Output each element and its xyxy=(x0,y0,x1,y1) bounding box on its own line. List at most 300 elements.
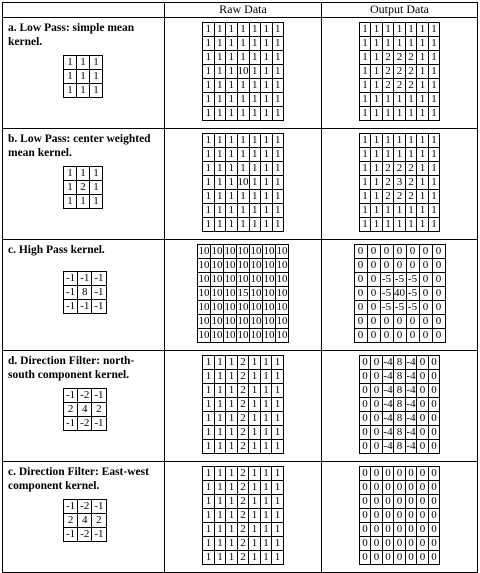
grid-cell: 0 xyxy=(417,495,429,509)
output-data-grid xyxy=(359,22,441,121)
grid-cell: 1 xyxy=(226,65,238,79)
raw-data-cell xyxy=(165,129,322,240)
grid-cell: 0 xyxy=(380,245,393,259)
grid-row xyxy=(359,495,440,509)
grid-cell: 1 xyxy=(237,218,249,232)
kernel-cell: -2 xyxy=(78,417,92,431)
kernel-row xyxy=(64,195,103,209)
grid-cell: 1 xyxy=(371,162,383,176)
grid-cell: 1 xyxy=(203,370,215,384)
grid-cell: 0 xyxy=(359,412,371,426)
grid-cell: 1 xyxy=(249,162,261,176)
header-label-column xyxy=(3,3,165,18)
filter-description-cell xyxy=(3,462,165,573)
grid-cell: -4 xyxy=(383,370,393,382)
grid-cell: 10 xyxy=(276,329,288,341)
kernel-cell: 1 xyxy=(77,56,90,70)
grid-cell: 1 xyxy=(226,398,238,412)
grid-cell: 10 xyxy=(211,315,223,327)
kernel-cell: 4 xyxy=(78,514,92,528)
grid-cell: -5 xyxy=(407,273,418,285)
grid-cell: 1 xyxy=(249,190,261,204)
grid-cell: 0 xyxy=(354,273,367,287)
grid-cell: 0 xyxy=(405,537,417,551)
grid-row xyxy=(203,426,284,440)
grid-cell: 0 xyxy=(371,440,383,454)
grid-cell: 0 xyxy=(428,467,440,481)
grid-cell: 2 xyxy=(237,440,249,454)
grid-cell: -4 xyxy=(383,440,393,452)
grid-cell: 1 xyxy=(226,107,238,121)
grid-cell: 1 xyxy=(382,204,394,218)
kernel-cell: 1 xyxy=(64,195,77,209)
grid-cell: 0 xyxy=(405,495,417,509)
grid-cell: 1 xyxy=(272,384,284,398)
grid-row xyxy=(359,51,440,65)
grid-cell: 10 xyxy=(237,315,249,327)
grid-row xyxy=(354,245,445,259)
grid-cell: 1 xyxy=(405,134,417,148)
kernel-cell: 4 xyxy=(78,403,92,417)
grid-row xyxy=(359,93,440,107)
grid-cell: 10 xyxy=(263,329,275,341)
header-raw-data: Raw Data xyxy=(165,3,322,18)
kernel-cell: 1 xyxy=(90,195,103,209)
grid-row xyxy=(203,93,284,107)
grid-cell: 1 xyxy=(237,134,249,148)
filter-row xyxy=(3,351,478,462)
grid-cell: 0 xyxy=(428,440,440,454)
kernel-row xyxy=(64,167,103,181)
kernel-cell: -1 xyxy=(92,500,106,514)
grid-cell: 0 xyxy=(417,412,429,426)
grid-cell: 1 xyxy=(249,204,261,218)
grid-row xyxy=(359,37,440,51)
grid-row xyxy=(203,398,284,412)
grid-row xyxy=(203,79,284,93)
grid-cell: 1 xyxy=(394,148,406,162)
grid-cell: 0 xyxy=(417,551,429,565)
grid-row xyxy=(203,370,284,384)
grid-cell: 1 xyxy=(203,426,215,440)
raw-data-cell xyxy=(165,18,322,129)
grid-cell: 1 xyxy=(272,148,284,162)
grid-cell: 1 xyxy=(261,190,273,204)
grid-cell: 1 xyxy=(249,23,261,37)
grid-cell: 1 xyxy=(214,79,226,93)
grid-row xyxy=(203,537,284,551)
grid-cell: 1 xyxy=(203,65,215,79)
kernel-container xyxy=(63,271,164,314)
grid-cell: 0 xyxy=(432,329,445,343)
grid-cell: 1 xyxy=(428,65,440,79)
grid-cell: 0 xyxy=(367,287,380,301)
grid-cell: 1 xyxy=(272,356,284,370)
grid-cell: -4 xyxy=(383,356,393,368)
grid-cell: 1 xyxy=(249,134,261,148)
header-row xyxy=(3,3,478,18)
grid-cell: -5 xyxy=(394,301,405,313)
grid-cell: 1 xyxy=(261,65,273,79)
grid-cell: 1 xyxy=(371,65,383,79)
raw-data-cell xyxy=(165,240,322,351)
kernel-matrix xyxy=(63,55,103,98)
grid-cell: 10 xyxy=(224,287,236,299)
grid-row xyxy=(198,315,289,329)
grid-cell: 0 xyxy=(359,523,371,537)
raw-data-grid xyxy=(202,355,284,454)
grid-cell: 0 xyxy=(405,481,417,495)
kernel-cell: -1 xyxy=(64,389,78,403)
kernel-container xyxy=(63,55,164,98)
grid-cell: 0 xyxy=(432,273,445,287)
grid-cell: 1 xyxy=(272,412,284,426)
grid-cell: 1 xyxy=(272,51,284,65)
grid-cell: 0 xyxy=(371,481,383,495)
grid-cell: 0 xyxy=(428,426,440,440)
grid-cell: 2 xyxy=(237,426,249,440)
grid-cell: 0 xyxy=(405,523,417,537)
grid-cell: 0 xyxy=(393,315,406,329)
grid-cell: 1 xyxy=(237,51,249,65)
filter-label: b. Low Pass: center weighted mean kernel. xyxy=(8,133,151,159)
kernel-cell: 1 xyxy=(77,195,90,209)
grid-cell: 0 xyxy=(417,467,429,481)
grid-cell: 1 xyxy=(203,204,215,218)
kernel-cell: 2 xyxy=(64,514,78,528)
grid-cell: 0 xyxy=(359,384,371,398)
grid-cell: 1 xyxy=(359,65,371,79)
grid-cell: 1 xyxy=(382,218,394,232)
grid-cell: 1 xyxy=(428,190,440,204)
grid-cell: 10 xyxy=(237,259,249,271)
grid-cell: 1 xyxy=(249,65,261,79)
kernel-cell: -1 xyxy=(92,528,106,542)
grid-row xyxy=(359,218,440,232)
output-data-cell xyxy=(322,18,478,129)
grid-row xyxy=(359,23,440,37)
kernel-cell: 1 xyxy=(90,167,103,181)
grid-cell: 10 xyxy=(250,287,262,299)
grid-cell: 8 xyxy=(394,370,406,384)
grid-cell: 10 xyxy=(250,329,262,341)
grid-row xyxy=(359,537,440,551)
grid-cell: 1 xyxy=(260,537,272,551)
grid-cell: 0 xyxy=(354,329,367,343)
grid-cell: 1 xyxy=(214,51,226,65)
grid-cell: 0 xyxy=(359,356,371,370)
kernel-cell: -1 xyxy=(64,417,78,431)
grid-cell: 10 xyxy=(263,245,275,257)
grid-cell: 1 xyxy=(272,190,284,204)
grid-cell: 0 xyxy=(393,329,406,343)
grid-cell: 10 xyxy=(276,287,288,299)
grid-cell: 0 xyxy=(432,315,445,329)
grid-cell: 1 xyxy=(237,148,249,162)
grid-cell: 1 xyxy=(417,176,429,190)
grid-cell: 0 xyxy=(367,273,380,287)
grid-cell: 2 xyxy=(237,551,249,565)
grid-cell: 1 xyxy=(261,23,273,37)
grid-cell: 10 xyxy=(237,301,249,313)
grid-cell: 10 xyxy=(263,301,275,313)
kernel-container xyxy=(63,499,164,542)
kernel-cell: 1 xyxy=(64,84,77,98)
grid-cell: 0 xyxy=(432,301,445,315)
grid-row xyxy=(359,440,440,454)
grid-cell: 1 xyxy=(249,218,261,232)
kernel-cell: 2 xyxy=(77,181,90,195)
grid-cell: 1 xyxy=(214,370,226,384)
grid-cell: 1 xyxy=(371,79,383,93)
grid-cell: 10 xyxy=(250,315,262,327)
grid-cell: 0 xyxy=(428,481,440,495)
grid-row xyxy=(359,176,440,190)
kernel-container xyxy=(63,166,164,209)
grid-cell: 2 xyxy=(405,65,417,79)
grid-cell: 1 xyxy=(272,218,284,232)
grid-cell: 1 xyxy=(272,426,284,440)
grid-cell: 1 xyxy=(371,204,383,218)
grid-cell: 3 xyxy=(394,176,406,190)
grid-cell: 1 xyxy=(272,551,284,565)
grid-cell: 10 xyxy=(276,315,288,327)
grid-cell: 2 xyxy=(405,51,417,65)
grid-cell: 1 xyxy=(203,551,215,565)
grid-cell: 10 xyxy=(263,259,275,271)
grid-cell: 1 xyxy=(272,467,284,481)
grid-cell: 10 xyxy=(224,315,236,327)
output-data-cell xyxy=(322,351,478,462)
kernel-cell: -2 xyxy=(78,528,92,542)
grid-cell: 1 xyxy=(226,370,238,384)
output-data-cell xyxy=(322,462,478,573)
grid-cell: 0 xyxy=(428,384,440,398)
grid-cell: 0 xyxy=(371,426,383,440)
grid-cell: 1 xyxy=(272,65,284,79)
grid-cell: 0 xyxy=(417,426,429,440)
grid-cell: 1 xyxy=(226,148,238,162)
grid-cell: 1 xyxy=(249,509,261,523)
grid-cell: 2 xyxy=(405,162,417,176)
grid-cell: 1 xyxy=(249,79,261,93)
grid-cell: 1 xyxy=(226,51,238,65)
grid-cell: 0 xyxy=(359,481,371,495)
grid-cell: 1 xyxy=(405,148,417,162)
kernel-matrix xyxy=(63,271,107,314)
grid-row xyxy=(203,356,284,370)
grid-cell: 10 xyxy=(198,245,210,257)
kernel-row xyxy=(64,84,103,98)
grid-cell: 1 xyxy=(260,412,272,426)
grid-cell: 1 xyxy=(394,204,406,218)
grid-row xyxy=(203,107,284,121)
grid-cell: 1 xyxy=(272,523,284,537)
grid-cell: 0 xyxy=(417,523,429,537)
grid-cell: 1 xyxy=(214,162,226,176)
grid-cell: 0 xyxy=(359,467,371,481)
grid-cell: -5 xyxy=(394,273,405,285)
grid-cell: 1 xyxy=(226,93,238,107)
grid-cell: 1 xyxy=(226,384,238,398)
grid-cell: 0 xyxy=(406,315,419,329)
grid-cell: 1 xyxy=(359,218,371,232)
grid-cell: 2 xyxy=(382,176,394,190)
grid-cell: 1 xyxy=(359,148,371,162)
grid-cell: 1 xyxy=(272,134,284,148)
grid-cell: 1 xyxy=(359,93,371,107)
grid-cell: 1 xyxy=(203,537,215,551)
grid-cell: 1 xyxy=(249,148,261,162)
grid-cell: 0 xyxy=(417,370,429,384)
grid-cell: 1 xyxy=(261,93,273,107)
grid-cell: 0 xyxy=(405,509,417,523)
grid-cell: 1 xyxy=(371,51,383,65)
kernel-row xyxy=(64,286,107,300)
grid-cell: 0 xyxy=(371,537,383,551)
grid-cell: 1 xyxy=(272,176,284,190)
grid-cell: 2 xyxy=(382,79,394,93)
filter-description-cell xyxy=(3,129,165,240)
grid-cell: 1 xyxy=(359,176,371,190)
raw-data-grid xyxy=(202,466,284,565)
raw-data-grid xyxy=(202,133,284,232)
grid-cell: 1 xyxy=(203,398,215,412)
grid-cell: 0 xyxy=(432,287,445,301)
grid-cell: 1 xyxy=(261,148,273,162)
grid-cell: 1 xyxy=(417,162,429,176)
grid-cell: 1 xyxy=(417,204,429,218)
grid-cell: 1 xyxy=(237,79,249,93)
kernel-cell: 1 xyxy=(64,56,77,70)
raw-data-cell xyxy=(165,351,322,462)
grid-cell: 1 xyxy=(226,509,238,523)
grid-cell: 1 xyxy=(203,93,215,107)
grid-cell: 1 xyxy=(237,204,249,218)
grid-cell: 1 xyxy=(382,107,394,121)
grid-cell: 0 xyxy=(417,440,429,454)
grid-cell: 1 xyxy=(260,523,272,537)
grid-row xyxy=(354,301,445,315)
grid-cell: 10 xyxy=(198,273,210,285)
grid-cell: 1 xyxy=(417,79,429,93)
grid-cell: 8 xyxy=(394,412,406,426)
grid-row xyxy=(359,370,440,384)
grid-cell: 2 xyxy=(394,51,406,65)
grid-cell: 0 xyxy=(359,551,371,565)
kernel-row xyxy=(64,389,107,403)
grid-cell: 0 xyxy=(371,467,383,481)
grid-cell: 0 xyxy=(354,301,367,315)
grid-cell: 1 xyxy=(371,176,383,190)
kernel-cell: -1 xyxy=(64,528,78,542)
grid-cell: -4 xyxy=(406,426,416,438)
grid-cell: 0 xyxy=(354,259,367,273)
grid-cell: 1 xyxy=(428,148,440,162)
grid-cell: -4 xyxy=(383,412,393,424)
kernel-matrix xyxy=(63,388,107,431)
grid-cell: 1 xyxy=(226,356,238,370)
grid-cell: 1 xyxy=(249,384,261,398)
grid-cell: 1 xyxy=(260,426,272,440)
grid-cell: 1 xyxy=(261,37,273,51)
filter-description-cell xyxy=(3,240,165,351)
grid-cell: 10 xyxy=(250,245,262,257)
grid-cell: 0 xyxy=(371,509,383,523)
grid-cell: 1 xyxy=(272,481,284,495)
grid-cell: 1 xyxy=(214,218,226,232)
raw-data-grid xyxy=(202,22,284,121)
grid-cell: 1 xyxy=(249,37,261,51)
grid-cell: 1 xyxy=(394,218,406,232)
grid-cell: 10 xyxy=(250,301,262,313)
grid-cell: 1 xyxy=(417,134,429,148)
kernel-cell: 1 xyxy=(64,70,77,84)
grid-cell: 1 xyxy=(249,107,261,121)
grid-row xyxy=(203,495,284,509)
grid-cell: 1 xyxy=(428,134,440,148)
grid-cell: 0 xyxy=(382,467,394,481)
grid-cell: 1 xyxy=(203,162,215,176)
grid-row xyxy=(198,259,289,273)
grid-cell: 0 xyxy=(419,259,432,273)
grid-row xyxy=(203,440,284,454)
grid-cell: -4 xyxy=(406,384,416,396)
grid-cell: 1 xyxy=(249,523,261,537)
grid-cell: 1 xyxy=(405,37,417,51)
grid-cell: 2 xyxy=(394,65,406,79)
grid-row xyxy=(359,426,440,440)
grid-cell: 1 xyxy=(249,356,261,370)
grid-cell: 1 xyxy=(249,467,261,481)
kernel-row xyxy=(64,528,107,542)
grid-cell: 1 xyxy=(272,398,284,412)
grid-cell: 1 xyxy=(203,190,215,204)
grid-cell: 0 xyxy=(382,523,394,537)
grid-cell: 1 xyxy=(261,176,273,190)
grid-cell: 1 xyxy=(214,523,226,537)
grid-cell: 1 xyxy=(359,79,371,93)
grid-cell: 10 xyxy=(237,65,249,77)
grid-cell: 0 xyxy=(371,495,383,509)
grid-row xyxy=(203,412,284,426)
grid-cell: 10 xyxy=(224,259,236,271)
grid-row xyxy=(354,329,445,343)
grid-cell: 1 xyxy=(260,481,272,495)
grid-cell: 0 xyxy=(371,523,383,537)
grid-cell: 1 xyxy=(203,412,215,426)
grid-cell: 10 xyxy=(237,245,249,257)
grid-cell: 1 xyxy=(203,51,215,65)
grid-cell: 2 xyxy=(237,495,249,509)
grid-cell: 10 xyxy=(237,329,249,341)
grid-row xyxy=(359,134,440,148)
grid-cell: 0 xyxy=(394,495,406,509)
grid-cell: 1 xyxy=(214,412,226,426)
grid-cell: -4 xyxy=(406,370,416,382)
grid-row xyxy=(359,107,440,121)
grid-row xyxy=(203,23,284,37)
grid-cell: 1 xyxy=(249,93,261,107)
grid-cell: 0 xyxy=(419,301,432,315)
grid-cell: 1 xyxy=(226,537,238,551)
grid-cell: 1 xyxy=(260,398,272,412)
grid-cell: 1 xyxy=(394,23,406,37)
grid-cell: 1 xyxy=(359,37,371,51)
grid-cell: 1 xyxy=(405,204,417,218)
grid-cell: 10 xyxy=(198,301,210,313)
grid-cell: 1 xyxy=(394,107,406,121)
